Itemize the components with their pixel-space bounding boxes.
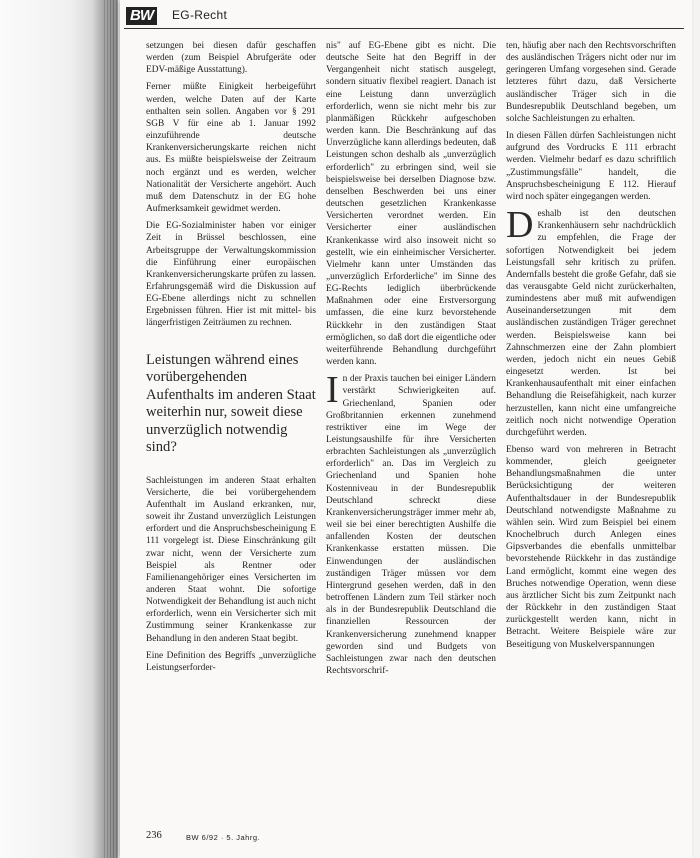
page-edges (104, 0, 118, 858)
paragraph: Die EG-Sozialminister haben vor einiger Zeit in Brüssel beschlossen, eine Arbeitsgruppe der Verwaltungskommission die Einführung einer europäischen Krankenversicherungskarte prüfen zu lassen. Erfahrungsgemäß wird die Diskussion auf EG-Ebene allerdings nicht zu schnellen Ergebnissen führen. Hier ist mit mittel- bis längerfristigen Zeiträumen zu rechnen. (146, 221, 316, 329)
paragraph: nis" auf EG-Ebene gibt es nicht. Die deutsche Seite hat den Begriff in der Vergangenheit nicht statisch ausgelegt, sondern situativ flexibel reagiert. Danach ist eine Leistung dann unverzüglich erforderlich, wenn sie nicht mehr bis zur planmäßigen Rückkehr aufgeschoben werden kann. Die Beschränkung auf das Unverzügliche kann allerdings bedeuten, daß Leistungen schon deshalb als „unverzüglich erforderlich" zu erbringen sind, weil sie beispielsweise bei derselben Diagnose bzw. denselben Beschwerden bei uns einer deutschen gesetzlichen Krankenkasse Versicherten verordnet werden. Ein Versicherter einer ausländischen Krankenkasse wird also insoweit nicht so gestellt, wie ein einheimischer Versicherter. Vielmehr kann unter Umständen das „unverzüglich Erforderliche" im Sinne des EG-Rechts lediglich überbrückende Maßnahmen oder eine Erstversorgung umfassen, die eine kurz bevorstehende Rückkehr in den zuständigen Staat ermöglichen, so daß dort die eigentliche oder weiterführende Behandlung durchgeführt werden kann. (326, 41, 496, 368)
section-title: EG-Recht (172, 8, 228, 22)
text-column-2 (326, 40, 496, 682)
source-line: BW 6/92 · 5. Jahrg. (186, 833, 261, 842)
paragraph: In diesen Fällen dürfen Sachleistungen nicht aufgrund des Vordrucks E 111 erbracht werden. Vielmehr bedarf es dazu schriftlich „Zustimmungsfälle" handelt, die Anspruchsbescheinigung E 112. Hierauf wird noch später eingegangen werden. (506, 131, 676, 202)
paragraph: Ferner müßte Einigkeit herbeigeführt werden, welche Daten auf der Karte enthalten sein sollen. Angaben vor § 291 SGB V für eine ab 1. Januar 1992 einzuführende deutsche Krankenversicherungskarte reichen nicht aus. Es müßte beispielsweise der Zeitraum noch ergänzt und es werden, welcher Nationalität der Versicherte angehört. Auch muß dem Datenschutz in der EG hohe Aufmerksamkeit gewidmet werden. (146, 82, 316, 215)
paragraph-text: n der Praxis tauchen bei einiger Ländern verstärkt Schwierigkeiten auf. Griechenland, Spanien oder Großbritannien erkennen zunehmend restriktiver eine im Wege der Leistungsaushilfe für ihre Versicherten erbrachten Sachleistungen als „unverzüglich erforderlich" an. Das im Vergleich zu Griechenland und Spanien hohe Kostenniveau in der Bundesrepublik Deutschland schreckt diese Krankenversicherungsträger immer mehr ab, weil sie bei einer berechtigten Aushilfe die anfallenden Kosten der deutschen Krankenkasse erstatten müssen. Die Einwendungen der ausländischen zuständigen Träger müssen vor dem Hintergrund gesehen werden, daß in den betroffenen Ländern zum Teil stärker noch als in der Bundesrepublik Deutschland die finanziellen Ressourcen der Krankenversicherung zunehmend knapper geworden sind und Budgets von Sachleistungen zwar nach den deutschen Rechtsvorschrif- (326, 374, 496, 676)
book-spine (0, 0, 118, 858)
section-subheading: Leistungen während eines vorübergehenden Aufenthalts im anderen Staat weiterhin nur, soweit diese unverzüglich notwendig sind? (146, 351, 316, 456)
paragraph: Ebenso ward von mehreren in Betracht kommender, gleich geeigneter Behandlungsmaßnahmen die unter Berücksichtigung der weiteren Aufenthaltsdauer in der Bundesrepublik Deutschland notwendigste Maßnahme zu wählen sein. Wird zum Beispiel bei einem Knochelbruch durch Anlegen eines Gipsverbandes die ebenfalls unmittelbar bevorstehende Rückkehr in das zuständige Land ermöglicht, kommt eine wegen des Bruches notwendige Operation, wenn diese aus ärztlicher Sicht bis zum Zeitpunkt nach der Rückkehr in den zuständigen Staat zurückgestellt werden kann, nicht in Betracht. Weitere Beispiele wäre zur Beseitigung von Muskelverspannungen (506, 445, 676, 650)
drop-cap: I (326, 369, 339, 412)
document-page (120, 0, 692, 858)
journal-logo: BW (126, 7, 157, 25)
text-column-1 (146, 40, 316, 679)
page-footer (146, 830, 666, 844)
drop-cap: D (506, 204, 534, 247)
paragraph: Eine Definition des Begriffs „unverzügliche Leistungserforder- (146, 650, 316, 673)
page-number: 236 (146, 830, 162, 841)
running-header (124, 6, 684, 29)
paragraph-dropcap (506, 204, 676, 439)
paragraph: ten, häufig aber nach den Rechtsvorschriften des ausländischen Trägers nicht oder nur im geringeren Umfang vorgesehen sind. Gerade letzteres führt dazu, daß Versicherte ausländischer Träger sich in die Bundesrepublik Deutschland begeben, um solche Sachleistungen zu erhalten. (506, 41, 676, 124)
paragraph: Sachleistungen im anderen Staat erhalten Versicherte, die bei vorübergehendem Aufenthalt im Ausland erkranken, nur, soweit ihr Zustand unverzüglich Leistungen erfordert und die Anspruchsbescheinigung E 111 vorgelegt ist. Diese Einschränkung gilt zwar nicht, wenn der Versicherte zum Beispiel als Rentner oder Familienangehöriger eines Versicherten im anderen Staat wohnt. Die sofortige Notwendigkeit der Behandlung ist auch nicht erforderlich, wenn ein Versicherter sich mit Zustimmung seiner Krankenkasse zur Behandlung in den anderen Staat begibt. (146, 475, 317, 644)
text-column-3 (506, 40, 676, 656)
paragraph-dropcap (326, 369, 496, 677)
paragraph-text: eshalb ist den deutschen Krankenhäusern sehr nachdrücklich zu empfehlen, die Frage der sofortigen Notwendigkeit bei jedem Leistungsfall sehr kritisch zu prüfen. Andernfalls besteht die große Gefahr, daß sie das verausgabte Geld nicht zurückerhalten, zumindestens aber muß mit aufwendigen Auseinandersetzungen mit dem ausländischen zuständigen Träger gerechnet werden. Beispielsweise kann bei Zahnschmerzen eine der Zahn plombiert werden, jedoch nicht ein neues Gebiß eingesetzt werden. Ist bei Krankenhausaufenthalt mit einer einfachen Behandlung die Reisefähigkeit, nach kurzer herzustellen, kann nicht eine umfangreiche zeitlich noch nicht notwendige Operation durchgeführt werden. (506, 209, 676, 438)
paragraph: setzungen bei diesen dafür geschaffen werden (zum Beispiel Abrufgeräte oder EDV-mäßige Ausstattung). (146, 41, 316, 76)
